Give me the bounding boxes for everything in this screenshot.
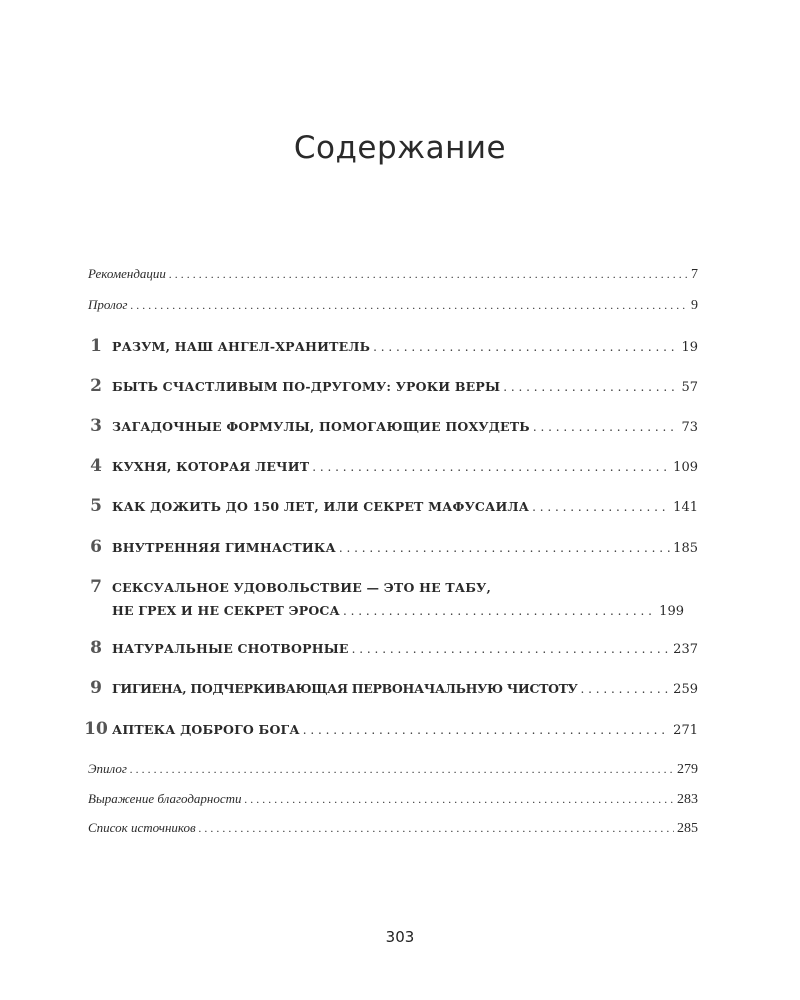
chapter-page: 185 xyxy=(673,541,698,556)
chapter-page: 271 xyxy=(673,723,698,738)
leader-dots xyxy=(339,541,670,555)
toc-entry-sources[interactable] xyxy=(88,820,698,837)
chapter-number: 9 xyxy=(90,678,102,698)
chapter-page: 109 xyxy=(673,460,698,475)
leader-dots xyxy=(199,821,674,836)
toc-entry-title: Пролог xyxy=(88,297,128,312)
chapter-title: ГИГИЕНА, ПОДЧЕРКИВАЮЩАЯ ПЕРВОНАЧАЛЬНУЮ ЧИСТОТУ xyxy=(112,681,578,696)
chapter-page: 57 xyxy=(681,380,698,395)
chapter-page: 19 xyxy=(681,340,698,355)
toc-entry-page: 9 xyxy=(691,298,698,313)
toc-entry-page: 283 xyxy=(677,792,698,807)
toc-entry-epilogue[interactable] xyxy=(88,761,698,778)
toc-chapter-9[interactable] xyxy=(80,678,698,698)
toc-entry-page: 285 xyxy=(677,821,698,836)
toc-entry-recommendations[interactable] xyxy=(88,266,698,283)
chapter-page: 199 xyxy=(659,604,684,619)
chapter-title: КАК ДОЖИТЬ ДО 150 ЛЕТ, ИЛИ СЕКРЕТ МАФУСАИЛА xyxy=(112,499,530,514)
chapter-title: ЗАГАДОЧНЫЕ ФОРМУЛЫ, ПОМОГАЮЩИЕ ПОХУДЕТЬ xyxy=(112,419,530,434)
leader-dots xyxy=(533,420,679,434)
toc-chapter-6[interactable] xyxy=(80,537,698,557)
toc-entry-title: Выражение благодарности xyxy=(88,791,242,806)
leader-dots xyxy=(312,460,670,474)
chapter-title: РАЗУМ, НАШ АНГЕЛ-ХРАНИТЕЛЬ xyxy=(112,339,371,354)
toc-chapter-5[interactable] xyxy=(80,496,698,516)
chapter-number: 7 xyxy=(90,577,102,597)
chapter-number: 8 xyxy=(90,638,102,658)
toc-entry-acknowledgements[interactable] xyxy=(88,791,698,808)
toc-entry-prologue[interactable] xyxy=(88,297,698,314)
toc-entry-title: Эпилог xyxy=(88,761,127,776)
leader-dots xyxy=(245,792,674,807)
leader-dots xyxy=(343,604,656,618)
chapter-page: 73 xyxy=(681,420,698,435)
toc-entry-title: Список источников xyxy=(88,820,196,835)
chapter-title: БЫТЬ СЧАСТЛИВЫМ ПО-ДРУГОМУ: УРОКИ ВЕРЫ xyxy=(112,379,501,394)
page-title: Содержание xyxy=(293,130,507,166)
page-number: 303 xyxy=(385,928,415,946)
chapter-title: СЕКСУАЛЬНОЕ УДОВОЛЬСТВИЕ — ЭТО НЕ ТАБУ, xyxy=(112,580,492,595)
leader-dots xyxy=(130,298,688,313)
toc-chapter-10[interactable] xyxy=(80,719,698,739)
toc-chapter-3[interactable] xyxy=(80,416,698,436)
toc-entry-page: 279 xyxy=(677,762,698,777)
leader-dots xyxy=(373,340,678,354)
leader-dots xyxy=(169,267,688,282)
chapter-number: 10 xyxy=(84,719,108,739)
chapter-number: 6 xyxy=(90,537,102,557)
chapter-title: АПТЕКА ДОБРОГО БОГА xyxy=(112,722,300,737)
leader-dots xyxy=(130,762,674,777)
toc-entry-title: Рекомендации xyxy=(88,266,166,281)
toc-chapter-7[interactable] xyxy=(80,577,698,619)
toc-chapter-2[interactable] xyxy=(80,376,698,396)
toc-chapter-8[interactable] xyxy=(80,638,698,658)
chapter-number: 5 xyxy=(90,496,102,516)
leader-dots xyxy=(532,500,670,514)
chapter-number: 3 xyxy=(90,416,102,436)
chapter-number: 2 xyxy=(90,376,102,396)
chapter-page: 259 xyxy=(673,682,698,697)
leader-dots xyxy=(303,723,670,737)
chapter-title: ВНУТРЕННЯЯ ГИМНАСТИКА xyxy=(112,540,336,555)
leader-dots xyxy=(352,642,671,656)
toc-chapter-1[interactable] xyxy=(80,336,698,356)
chapter-number: 1 xyxy=(90,336,102,356)
chapter-title: КУХНЯ, КОТОРАЯ ЛЕЧИТ xyxy=(112,459,310,474)
chapter-title-continued: НЕ ГРЕХ И НЕ СЕКРЕТ ЭРОСА xyxy=(112,603,340,618)
chapter-page: 237 xyxy=(673,642,698,657)
chapter-title: НАТУРАЛЬНЫЕ СНОТВОРНЫЕ xyxy=(112,641,349,656)
chapter-page: 141 xyxy=(673,500,698,515)
toc-chapter-4[interactable] xyxy=(80,456,698,476)
leader-dots xyxy=(581,682,671,696)
leader-dots xyxy=(503,380,678,394)
toc-entry-page: 7 xyxy=(691,267,698,282)
chapter-number: 4 xyxy=(90,456,102,476)
